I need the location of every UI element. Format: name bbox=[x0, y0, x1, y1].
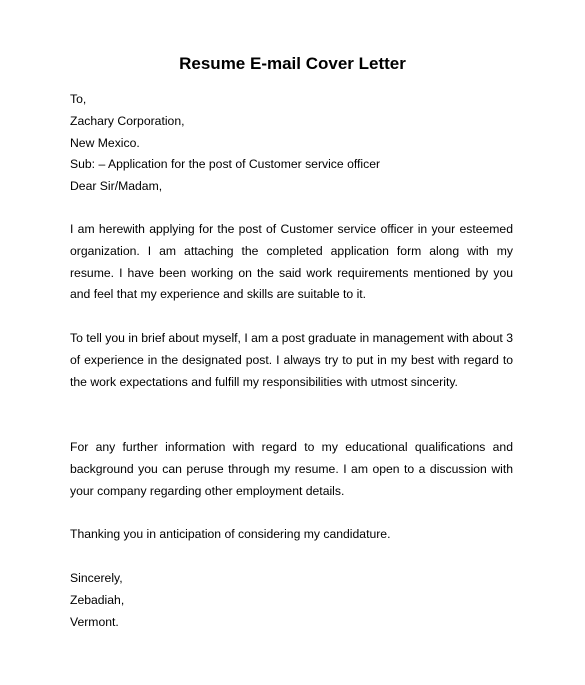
signer-place-line: Vermont. bbox=[70, 614, 119, 629]
location-line: New Mexico. bbox=[70, 135, 140, 150]
paragraph-4: Thanking you in anticipation of considering my candidature. bbox=[70, 527, 391, 541]
company-line: Zachary Corporation, bbox=[70, 113, 185, 128]
signature-block bbox=[70, 568, 513, 633]
paragraph-1: I am herewith applying for the post of Customer service officer in your esteemed organization. I am attaching the completed application form along with my resume. I have been working on the said work requirements mentioned by you and feel that my experience and skills are suitable to it. bbox=[70, 222, 513, 302]
paragraph-3: For any further information with regard to my educational qualifications and background you can peruse through my resume. I am open to a discussion with your company regarding other employment details. bbox=[70, 440, 513, 498]
letter-title: Resume E-mail Cover Letter bbox=[179, 54, 406, 73]
signer-name-line: Zebadiah, bbox=[70, 592, 125, 607]
sign-off-line: Sincerely, bbox=[70, 571, 123, 585]
to-line: To, bbox=[70, 92, 87, 106]
salutation-line: Dear Sir/Madam, bbox=[70, 179, 163, 194]
subject-line: Sub: – Application for the post of Customer service officer bbox=[70, 157, 381, 172]
recipient-block bbox=[70, 89, 513, 198]
paragraph-2: To tell you in brief about myself, I am a post graduate in management with about 3 of experience in the designated post. I always try to put in my best with regard to the work expectations and fulfill my responsibilities with utmost sincerity. bbox=[70, 331, 513, 389]
